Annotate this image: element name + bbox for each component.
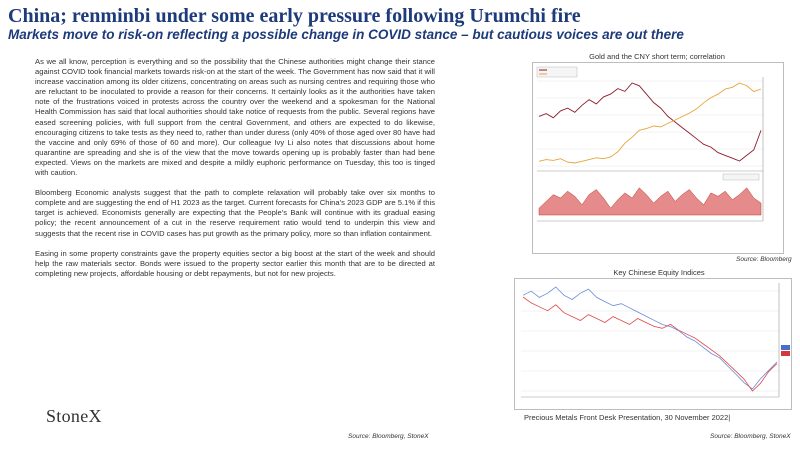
stonex-logo: StoneX bbox=[46, 406, 102, 426]
source-right: Source: Bloomberg, StoneX bbox=[710, 433, 791, 440]
gold-cny-chart bbox=[533, 63, 783, 253]
chinese-equity-chart bbox=[515, 279, 791, 409]
commentary-text bbox=[35, 57, 435, 289]
chart1-title: Gold and the CNY short term; correlation bbox=[589, 52, 725, 61]
page-title: China; renminbi under some early pressure following Urumchi fire bbox=[8, 5, 581, 27]
page-subtitle: Markets move to risk-on reflecting a possible change in COVID stance – but cautious voices are out there bbox=[8, 27, 684, 42]
chart2-image bbox=[514, 278, 792, 410]
chart1-legend-box bbox=[537, 67, 577, 77]
commentary-paragraph-2: Bloomberg Economic analysts suggest that the path to complete relaxation will probably take over six months to complete and are suggesting the end of H1 2023 as the target. Current forecasts for China’s 2023 GDP are 5.1% if this target is achieved. Economists generally are expecting that the People’s Bank will continue with its gradual easing policy; the recent announcement of a cut in the reserve requirement ratio would tend to underpin this view and suggests that the recent rise in COVID cases has put growth as the primary policy, more so than inflation containment. bbox=[35, 188, 435, 238]
commentary-paragraph-3: Easing in some property constraints gave the property equities sector a big boost at the start of the week and should help the raw materials sector. Bonds were issued to the property sector earlier this month that are to be directed at completing new projects, affordable housing or debt repayments, but not for new projects. bbox=[35, 248, 435, 278]
chart1-corr-legend bbox=[723, 174, 759, 180]
commentary-paragraph-1: As we all know, perception is everything and so the possibility that the Chinese authorities might change their stance against COVID took financial markets towards risk-on at the start of the week. The Government has now said that it will increase vaccination among its older citizens, concentrating on areas such as nursing centres and requiring those who are reluctant to be inoculated to provide a reason for their concerns. It certainly looks as it the authorities have taken note of the frustrations voiced in protests across the country over the weekend and a spokesman for the National Health Commission has said that local authorities should take notice of requests from the public. Several regions have eased screening policies, with full support from the central Government, and others are expected to do likewise, encouraging citizens to take tests as they need to, rather than under duress (only 40% of those aged over 80 have had the vaccine and only 69% of those of 60 and more). Our colleague Ivy Li also notes that discussions about home quarantine are spreading and she is of the view that the move towards opening up is probably faster than had bene expected. Views on the markets are mixed and despite a mildly euphoric performance on Tuesday, this too is tinged with caution. bbox=[35, 57, 435, 178]
chart2-title: Key Chinese Equity Indices bbox=[613, 268, 705, 277]
chart1-source: Source: Bloomberg bbox=[736, 256, 792, 263]
presentation-footer: Precious Metals Front Desk Presentation, 30 November 2022| bbox=[524, 413, 731, 422]
source-left: Source: Bloomberg, StoneX bbox=[348, 433, 429, 440]
chart1-image bbox=[532, 62, 784, 254]
